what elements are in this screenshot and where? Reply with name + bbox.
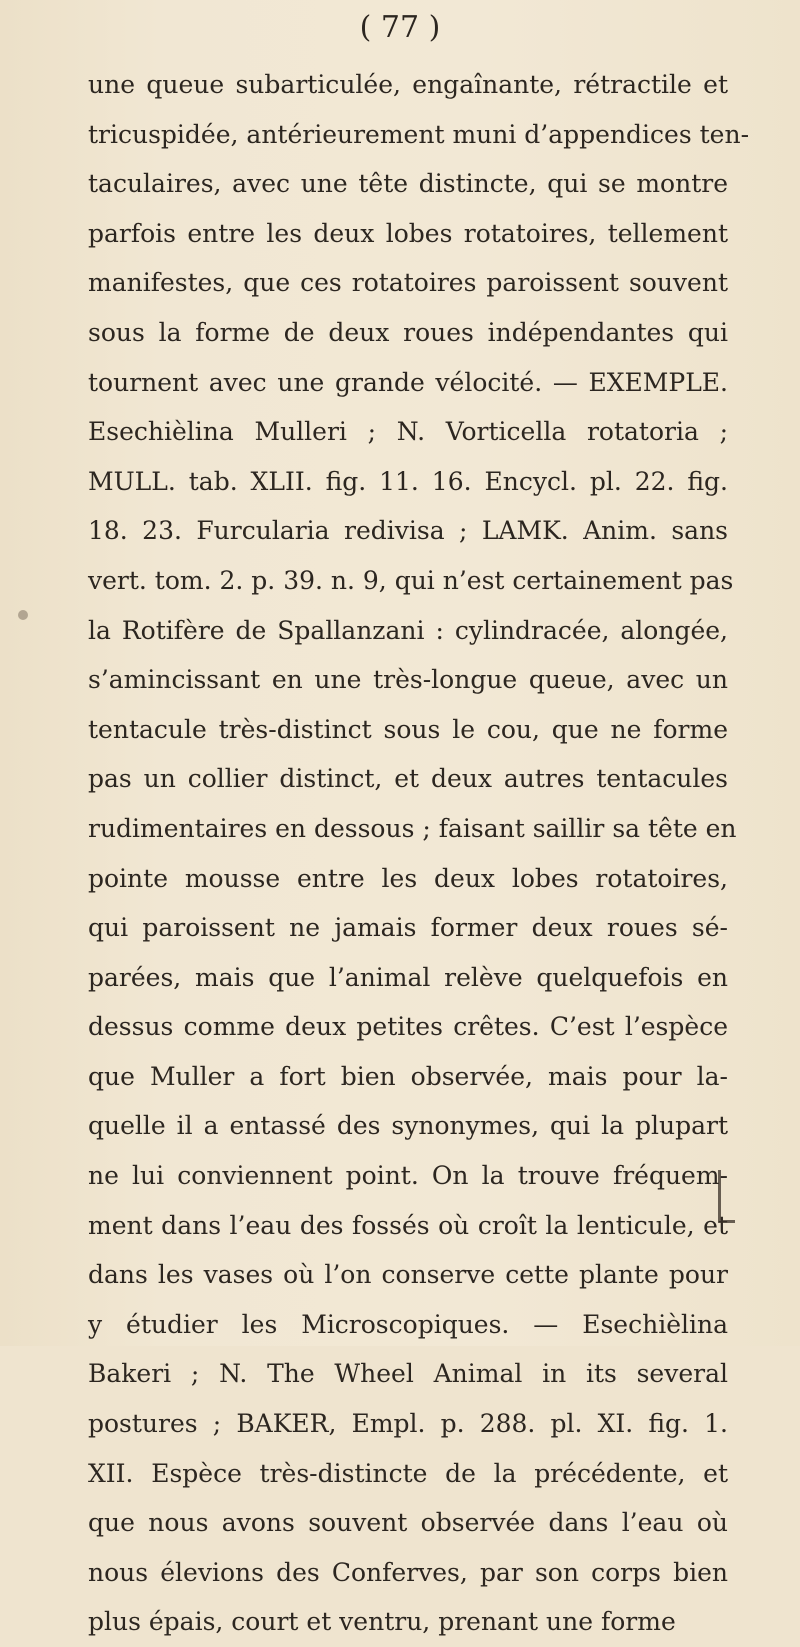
text-line: nous élevions des Conferves, par son corps bien (88, 1557, 728, 1587)
text-line: pas un collier distinct, et deux autres tentacules (88, 764, 728, 794)
text-line: Bakeri ; N. The Wheel Animal in its several (88, 1359, 728, 1389)
text-line: MULL. tab. XLII. fig. 11. 16. Encycl. pl. 22. fig. (88, 466, 728, 496)
ink-mark (718, 1170, 735, 1223)
text-line: la Rotifère de Spallanzani : cylindracée, alongée, (88, 615, 728, 645)
text-line: s’amincissant en une très-longue queue, avec un (88, 665, 728, 695)
text-line: parées, mais que l’animal relève quelquefois en (88, 962, 728, 992)
text-line: tentacule très-distinct sous le cou, que ne forme (88, 714, 728, 744)
page-number: ( 77 ) (359, 10, 441, 45)
text-line: Esechièlina Mulleri ; N. Vorticella rotatoria ; (88, 417, 728, 447)
text-line: ment dans l’eau des fossés où croît la lenticule, et (88, 1210, 728, 1240)
text-line: vert. tom. 2. p. 39. n. 9, qui n’est certainement pas (88, 565, 734, 595)
text-line: une queue subarticulée, engaînante, rétractile et (88, 70, 728, 99)
text-line: tournent avec une grande vélocité. — EXEMPLE. (88, 367, 728, 397)
text-line: sous la forme de deux roues indépendantes qui (88, 317, 728, 347)
text-line: rudimentaires en dessous ; faisant saillir sa tête en (88, 813, 737, 843)
margin-mark (18, 610, 28, 620)
text-line: taculaires, avec une tête distincte, qui se montre (88, 169, 728, 199)
text-line: parfois entre les deux lobes rotatoires, tellement (88, 218, 728, 248)
text-line: pointe mousse entre les deux lobes rotatoires, (88, 863, 728, 893)
text-line: tricuspidée, antérieurement muni d’appendices ten- (88, 119, 750, 149)
text-line: qui paroissent ne jamais former deux roues sé- (88, 913, 728, 943)
text-line: plus épais, court et ventru, prenant une forme (88, 1607, 676, 1637)
text-line: ne lui conviennent point. On la trouve fréquem- (88, 1161, 728, 1191)
body-text (88, 60, 750, 1647)
text-line: quelle il a entassé des synonymes, qui la plupart (88, 1111, 728, 1141)
text-line: manifestes, que ces rotatoires paroissent souvent (88, 268, 728, 298)
text-line: 18. 23. Furcularia redivisa ; LAMK. Anim. sans (88, 516, 728, 546)
text-line: postures ; BAKER, Empl. p. 288. pl. XI. fig. 1. (88, 1409, 728, 1439)
text-line: dans les vases où l’on conserve cette plante pour (88, 1260, 728, 1290)
text-line: dessus comme deux petites crêtes. C’est l’espèce (88, 1012, 728, 1042)
text-line: que Muller a fort bien observée, mais pour la- (88, 1061, 728, 1091)
text-line: que nous avons souvent observée dans l’eau où (88, 1508, 728, 1538)
text-line: y étudier les Microscopiques. — Esechièlina (88, 1309, 728, 1339)
text-line: XII. Espèce très-distincte de la précédente, et (88, 1458, 728, 1488)
